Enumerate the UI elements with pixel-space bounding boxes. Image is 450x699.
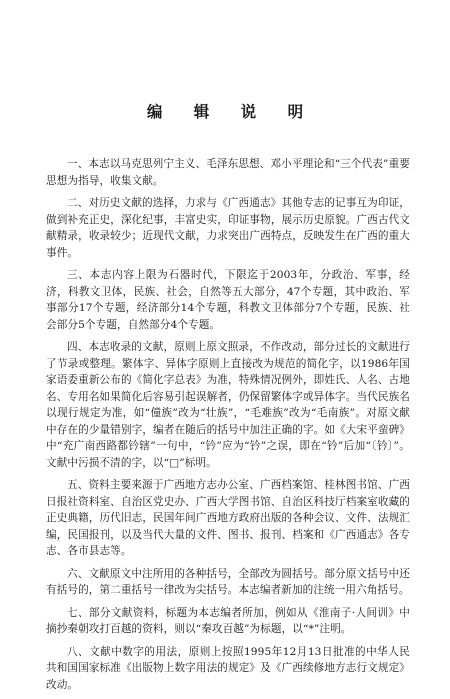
paragraph-guiding-ideology: 一、本志以马克思列宁主义、毛泽东思想、邓小平理论和“三个代表”重要思想为指导，收集文献。 <box>46 158 410 187</box>
page-title: 编 辑 说 明 <box>146 102 317 121</box>
paragraph-selection-criteria: 二、对历史文献的选择，力求与《广西通志》其他专志的记事互为印证，做到补充正史，深化纪事，丰富史实，印证事物，展示历史原貌。广西古代文献精录，收录较少；近现代文献，力求突出广西特点，反映发生在广西的重大事件。 <box>46 197 410 259</box>
paragraph-text-editing-rules: 四、本志收录的文献，原则上原文照录，不作改动，部分过长的文献进行了节录或整理。繁体字、异体字原则上直接改为规范的简化字，以1986年国家语委重新公布的《简化字总表》为准，特殊情况例外，即姓氏、人名、古地名、专用名如果简化后容易引起误解者，仍保留繁体字或异体字。当代民族名以现行规定为准，如“僮族”改为“壮族”，“毛难族”改为“毛南族”。对原文献中存在的少量错别字，编者在随后的括号中加注正确的字。如《大宋平蛮碑》中“充广南西路都钤辖”一句中，“钤”应为“钤”之误，即在“钤”后加“〔钤〕”。文献中污损不清的字，以“□”标明。 <box>46 341 410 469</box>
paragraph-numerals: 八、文献中数字的用法，原则上按照1995年12月13日批准的中华人民共和国国家标准《出版物上数字用法的规定》及《广西续修地方志行文规定》改动。 <box>46 645 410 691</box>
paragraph-sources: 五、资料主要来源于广西地方志办公室、广西档案馆、桂林图书馆、广西日报社资料室、自治区党史办、广西大学图书馆、自治区科技厅档案室收藏的正史典籍，历代旧志，民国年间广西地方政府出版的各种会议、文件、法规汇编，民国报刊，以及当代大量的文件、图书、报刊、档案和《广西通志》各专志、各市县志等。 <box>46 479 410 557</box>
paragraph-scope-and-structure: 三、本志内容上限为石器时代，下限迄于2003年，分政治、军事，经济，科教文卫体，民族、社会，自然等五大部分，47个专题，其中政治、军事部分17个专题，经济部分14个专题，科教文卫体部分7个专题，民族、社会部分5个专题，自然部分4个专题。 <box>46 269 410 331</box>
paragraph-brackets: 六、文献原文中注所用的各种括号，全部改为圆括号。部分原文括号中还有括号的，第二重括号一律改为尖括号。本志编者新加的注统一用六角括号。 <box>46 567 410 596</box>
paragraph-titles: 七、部分文献资料，标题为本志编者所加，例如从《淮南子·人间训》中摘抄秦朝攻打百越的资料，则以“秦攻百越”为标题，以“*”注明。 <box>46 606 410 635</box>
document-body <box>46 156 410 699</box>
